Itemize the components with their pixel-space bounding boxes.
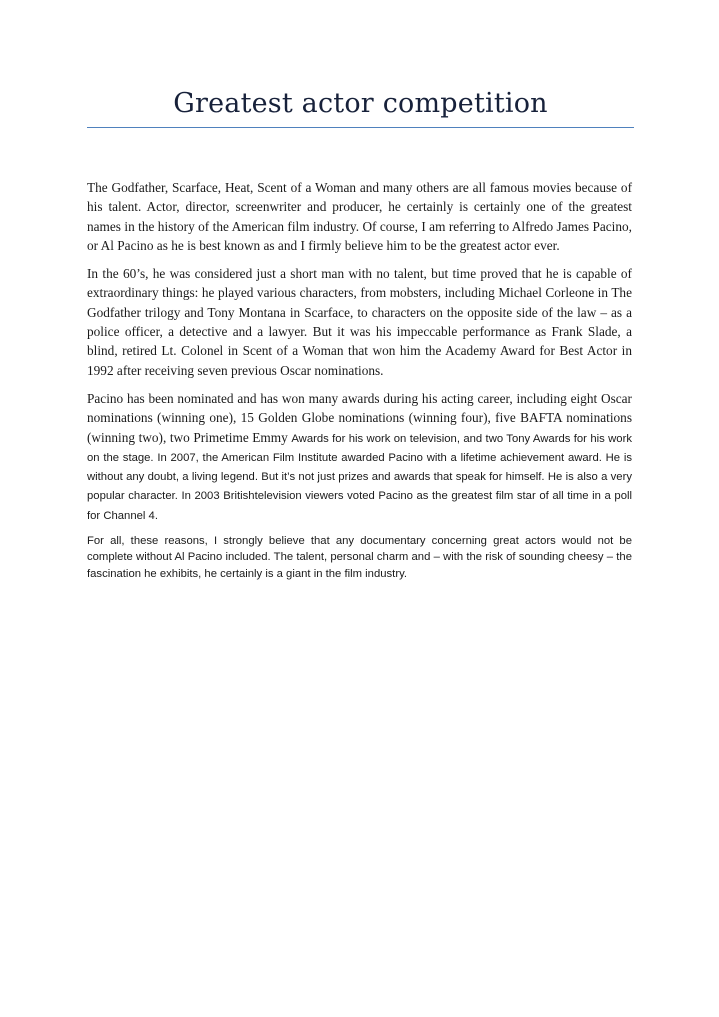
paragraph-3-sans-part: Awards for his work on television, and two Tony Awards for his work on the stage. In 2007, the American Film Institute awarded Pacino with a lifetime achievement award. He is without any doubt, a living legend. But it’s not just prizes and awards that speak for himself. He is also a very popular character. In 2003 Britishtelevision viewers voted Pacino as the greatest film star of all time in a poll for Channel 4.	[87, 432, 632, 522]
paragraph-4: For all, these reasons, I strongly believe that any documentary concerning great actors would not be complete without Al Pacino included. The talent, personal charm and – with the risk of sounding cheesy – the fascination he exhibits, he certainly is a giant in the film industry.	[87, 535, 632, 580]
document-title: Greatest actor competition	[173, 88, 548, 119]
paragraph-2: In the 60’s, he was considered just a short man with no talent, but time proved that he is capable of extraordinary things: he played various characters, from mobsters, including Michael Corleone in The Godfather trilogy and Tony Montana in Scarface, to characters on the opposite side of the law – as a police officer, a detective and a lawyer. But it was his impeccable performance as Frank Slade, a blind, retired Lt. Colonel in Scent of a Woman that won him the Academy Award for Best Actor in 1992 after receiving seven previous Oscar nominations.	[87, 266, 632, 378]
document-body	[87, 178, 632, 591]
paragraph-1: The Godfather, Scarface, Heat, Scent of a Woman and many others are all famous movies because of his talent. Actor, director, screenwriter and producer, he certainly is certainly one of the greatest names in the history of the American film industry. Of course, I am referring to Alfredo James Pacino, or Al Pacino as he is best known as and I firmly believe him to be the greatest actor ever.	[87, 180, 632, 253]
paragraph-3-serif-part: Pacino has been nominated and has won many awards during his acting career, including eight Oscar nominations (winning one), 15 Golden Globe nominations (winning four), five BAFTA nominations (winning two), two Primetime Emmy	[87, 390, 632, 445]
title-underline	[87, 127, 634, 128]
paragraph-3	[87, 389, 632, 524]
